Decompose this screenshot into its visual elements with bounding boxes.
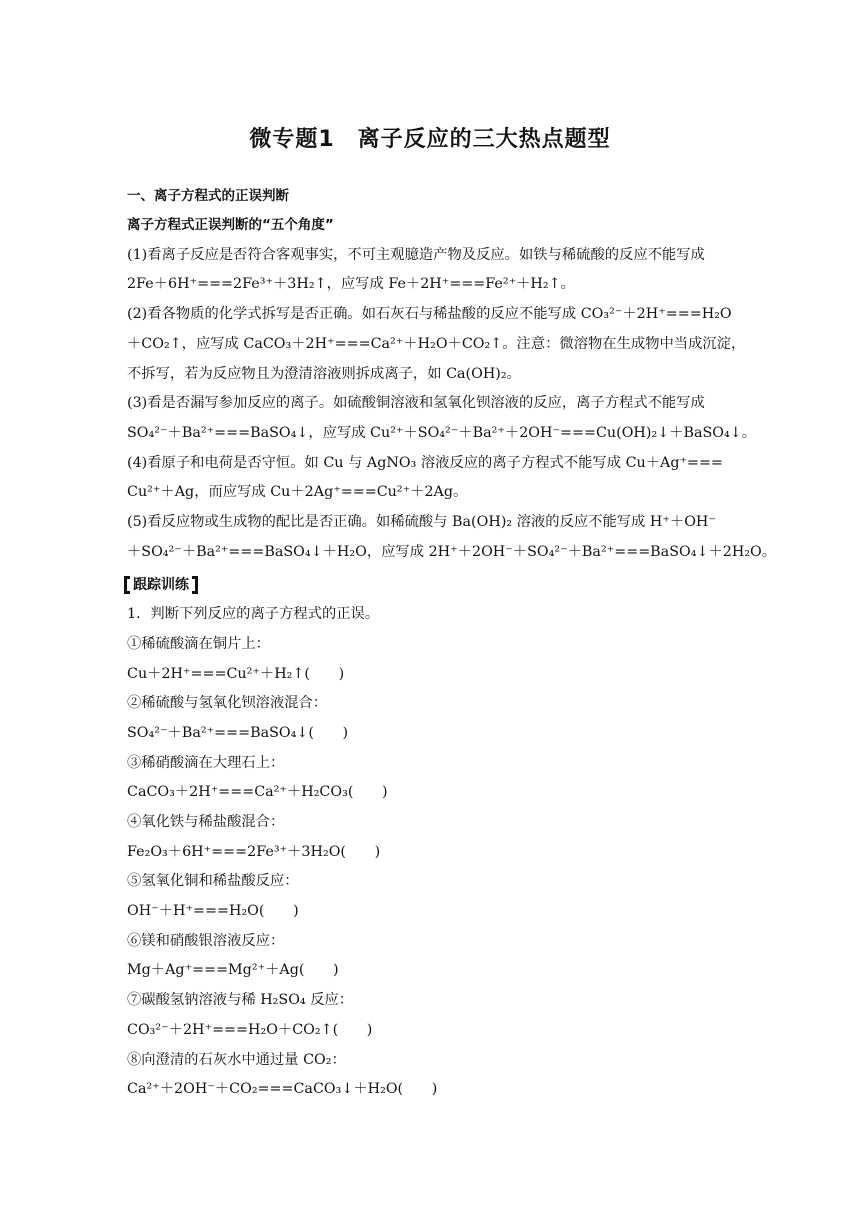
paragraph-line: Cu²⁺＋Ag，而应写成 Cu＋2Ag⁺===Cu²⁺＋2Ag。 [127, 484, 468, 500]
item-prompt: ⑤氢氧化铜和稀盐酸反应： [127, 873, 299, 889]
bracket-right [192, 576, 198, 594]
paragraph-line: (4)看原子和电荷是否守恒。如 Cu 与 AgNO₃ 溶液反应的离子方程式不能写成 Cu＋Ag⁺=== [127, 455, 723, 471]
item-prompt: ⑦碳酸氢钠溶液与稀 H₂SO₄ 反应： [127, 992, 354, 1008]
item-equation: Fe₂O₃＋6H⁺===2Fe³⁺＋3H₂O( ) [127, 844, 381, 860]
section-subheading: 离子方程式正误判断的“五个角度” [127, 217, 334, 233]
item-prompt: ⑥镁和硝酸银溶液反应： [127, 933, 285, 949]
section-heading: 一、离子方程式的正误判断 [127, 188, 289, 204]
question-text: 1．判断下列反应的离子方程式的正误。 [127, 606, 380, 622]
item-equation: CO₃²⁻＋2H⁺===H₂O＋CO₂↑( ) [127, 1022, 373, 1038]
item-equation: SO₄²⁻＋Ba²⁺===BaSO₄↓( ) [127, 725, 349, 741]
paragraph-line: (1)看离子反应是否符合客观事实，不可主观臆造产物及反应。如铁与稀硫酸的反应不能写成 [127, 247, 705, 263]
item-prompt: ③稀硝酸滴在大理石上： [127, 755, 285, 771]
item-prompt: ②稀硫酸与氢氧化钡溶液混合： [127, 695, 328, 711]
practice-badge [124, 573, 198, 597]
paragraph-line: (3)看是否漏写参加反应的离子。如硫酸铜溶液和氢氧化钡溶液的反应，离子方程式不能写成 [127, 395, 705, 411]
bracket-left [124, 576, 130, 594]
paragraph-line: ＋CO₂↑，应写成 CaCO₃＋2H⁺===Ca²⁺＋H₂O＋CO₂↑。注意：微溶物在生成物中当成沉淀， [127, 336, 746, 352]
item-equation: CaCO₃＋2H⁺===Ca²⁺＋H₂CO₃( ) [127, 784, 388, 800]
item-prompt: ④氧化铁与稀盐酸混合： [127, 814, 285, 830]
paragraph-line: ＋SO₄²⁻＋Ba²⁺===BaSO₄↓＋H₂O，应写成 2H⁺＋2OH⁻＋SO₄²⁻＋Ba²⁺===BaSO₄↓＋2H₂O。 [127, 544, 777, 560]
paragraph-line: (2)看各物质的化学式拆写是否正确。如石灰石与稀盐酸的反应不能写成 CO₃²⁻＋2H⁺===H₂O [127, 306, 732, 322]
paragraph-line: SO₄²⁻＋Ba²⁺===BaSO₄↓，应写成 Cu²⁺＋SO₄²⁻＋Ba²⁺＋2OH⁻===Cu(OH)₂↓＋BaSO₄↓。 [127, 425, 757, 441]
practice-badge-label: 跟踪训练 [133, 577, 189, 593]
item-equation: Mg＋Ag⁺===Mg²⁺＋Ag( ) [127, 962, 339, 978]
paragraph-line: (5)看反应物或生成物的配比是否正确。如稀硫酸与 Ba(OH)₂ 溶液的反应不能写成 H⁺＋OH⁻ [127, 514, 716, 530]
item-prompt: ⑧向澄清的石灰水中通过量 CO₂： [127, 1052, 346, 1068]
item-prompt: ①稀硫酸滴在铜片上： [127, 636, 270, 652]
item-equation: OH⁻＋H⁺===H₂O( ) [127, 903, 299, 919]
item-equation: Cu＋2H⁺===Cu²⁺＋H₂↑( ) [127, 666, 345, 682]
paragraph-line: 2Fe＋6H⁺===2Fe³⁺＋3H₂↑，应写成 Fe＋2H⁺===Fe²⁺＋H₂↑。 [127, 276, 575, 292]
paragraph-line: 不拆写，若为反应物且为澄清溶液则拆成离子，如 Ca(OH)₂。 [127, 366, 521, 382]
item-equation: Ca²⁺＋2OH⁻＋CO₂===CaCO₃↓＋H₂O( ) [127, 1081, 438, 1097]
page-title: 微专题1 离子反应的三大热点题型 [249, 127, 611, 152]
